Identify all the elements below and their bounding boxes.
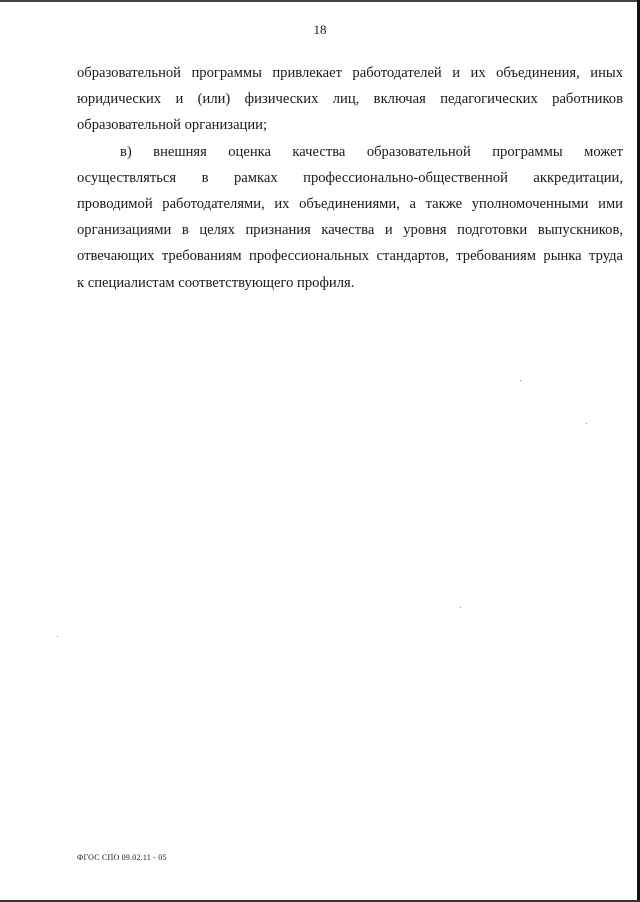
paragraph-2 bbox=[77, 139, 623, 296]
scan-edge-top bbox=[0, 0, 640, 2]
paragraph-line: образовательной организации; bbox=[77, 117, 268, 134]
paragraph-line: юридических и (или) физических лиц, включая педагогических работников bbox=[77, 91, 623, 108]
scan-speck bbox=[57, 636, 58, 637]
page-number: 18 bbox=[313, 22, 327, 37]
paragraph-line: в) внешняя оценка качества образовательной программы может bbox=[120, 143, 623, 160]
paragraph-1 bbox=[77, 60, 623, 139]
paragraph-line: отвечающих требованиям профессиональных стандартов, требованиям рынка труда bbox=[77, 248, 623, 265]
paragraph-line: образовательной программы привлекает работодателей и их объединения, иных bbox=[77, 65, 623, 81]
footer-code: ФГОС СПО 09.02.11 - 05 bbox=[77, 853, 167, 862]
document-body bbox=[77, 60, 623, 296]
scan-speck bbox=[520, 380, 521, 381]
scan-speck bbox=[586, 423, 587, 424]
paragraph-line: организациями в целях признания качества и уровня подготовки выпускников, bbox=[77, 222, 623, 239]
paragraph-line: к специалистам соответствующего профиля. bbox=[77, 274, 355, 291]
paragraph-line: осуществляться в рамках профессионально-общественной аккредитации, bbox=[77, 169, 623, 186]
paragraph-line: проводимой работодателями, их объединениями, а также уполномоченными ими bbox=[77, 195, 623, 212]
scan-speck bbox=[460, 607, 461, 608]
